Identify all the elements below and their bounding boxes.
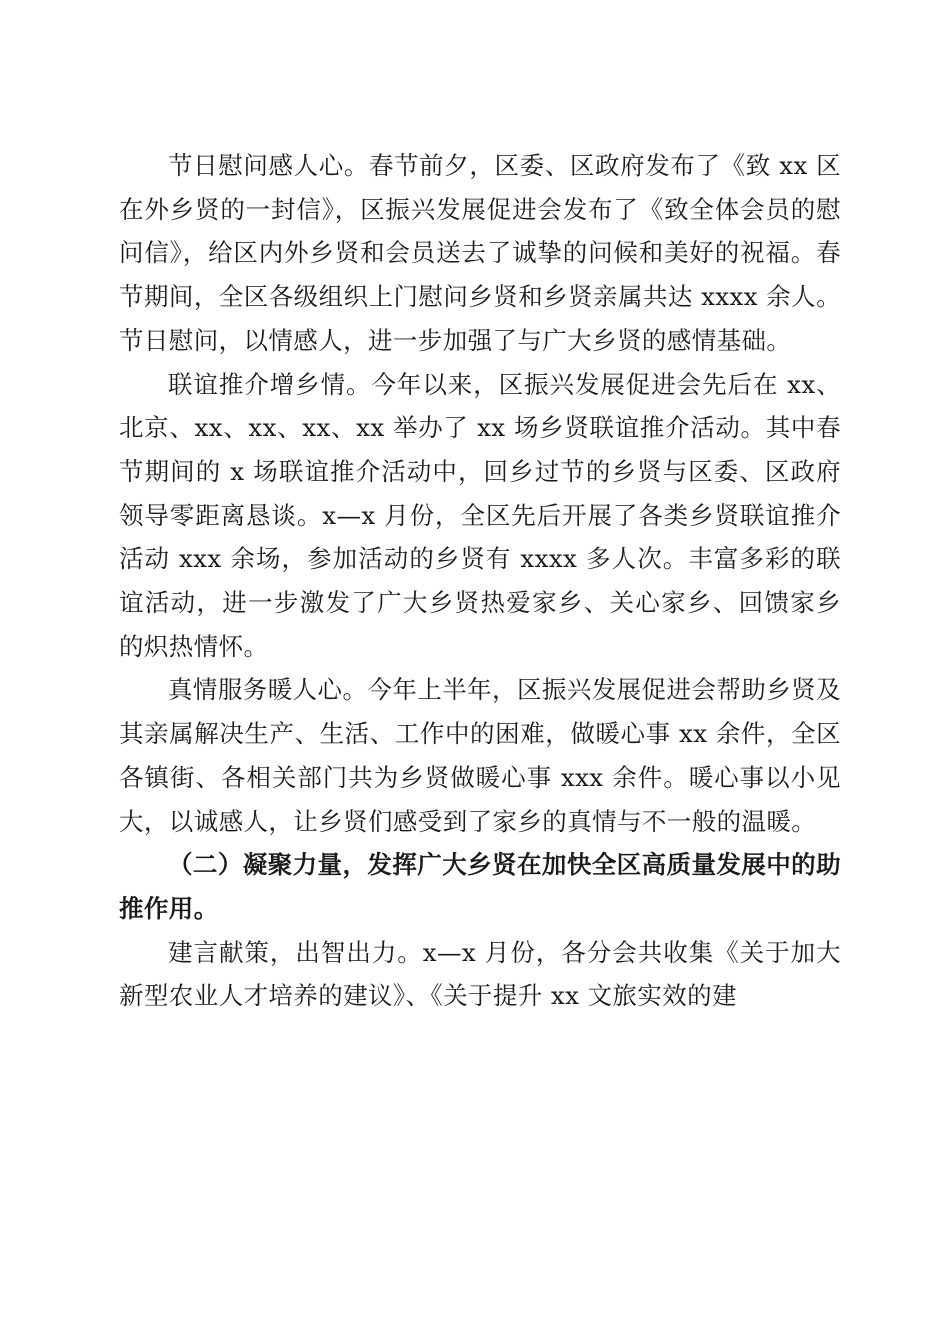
paragraph-festival-greetings: 节日慰问感人心。春节前夕，区委、区政府发布了《致 xx 区在外乡贤的一封信》，区振兴发展促进会发布了《致全体会员的慰问信》，给区内外乡贤和会员送去了诚挚的问候和美好的祝福。春节期间，全区各级组织上门慰问乡贤和乡贤亲属共达 xxxx 余人。节日慰问，以情感人，进一步加强了与广大乡贤的感情基础。 [119,151,841,355]
paragraph-suggestions: 建言献策，出智出力。x—x 月份，各分会共收集《关于加大新型农业人才培养的建议》、《关于提升 xx 文旅实效的建 [119,937,841,1011]
section-heading: （二）凝聚力量，发挥广大乡贤在加快全区高质量发展中的助推作用。 [119,850,841,923]
document-body [119,144,841,1018]
paragraph-heartfelt-service: 真情服务暖人心。今年上半年，区振兴发展促进会帮助乡贤及其亲属解决生产、生活、工作中的困难，做暖心事 xx 余件，全区各镇街、各相关部门共为乡贤做暖心事 xxx 余件。暖心事以小见大，以诚感人，让乡贤们感受到了家乡的真情与不一般的温暖。 [119,675,841,836]
paragraph-friendship-promotion: 联谊推介增乡情。今年以来，区振兴发展促进会先后在 xx、北京、xx、xx、xx、xx 举办了 xx 场乡贤联谊推介活动。其中春节期间的 x 场联谊推介活动中，回乡过节的乡贤与区委、区政府领导零距离恳谈。x—x 月份，全区先后开展了各类乡贤联谊推介活动 xxx 余场，参加活动的乡贤有 xxxx 多人次。丰富多彩的联谊活动，进一步激发了广大乡贤热爱家乡、关心家乡、回馈家乡的炽热情怀。 [119,369,841,661]
